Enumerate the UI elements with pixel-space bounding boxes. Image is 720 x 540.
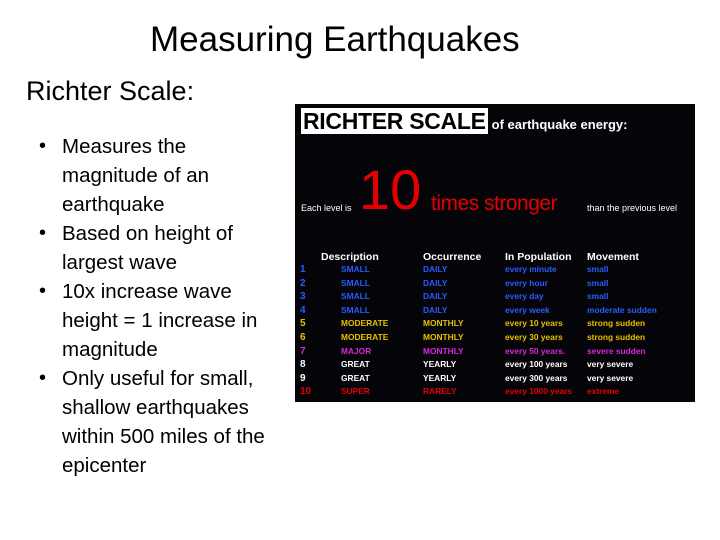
description-cell: SMALL — [341, 277, 370, 288]
richter-row — [295, 359, 695, 373]
population-cell: every 1000 years — [505, 386, 573, 397]
bullet-item — [36, 364, 266, 480]
level-number: 7 — [300, 345, 306, 357]
ten-number: 10 — [359, 158, 422, 221]
col-header-description: Description — [321, 251, 379, 263]
movement-cell: strong sudden — [587, 318, 646, 329]
bullet-text: Measures the magnitude of an earthquake — [62, 135, 210, 216]
movement-cell: very severe — [587, 372, 634, 383]
movement-cell: moderate sudden — [587, 304, 657, 315]
richter-row — [295, 318, 695, 332]
previous-level-text: than the previous level — [587, 203, 678, 213]
occurrence-cell: DAILY — [423, 264, 448, 274]
population-cell: every 10 years — [505, 318, 563, 329]
richter-heading-box: RICHTER SCALE — [303, 108, 486, 134]
population-cell: every 50 years. — [505, 345, 566, 356]
occurrence-cell: MONTHLY — [423, 332, 464, 342]
col-header-occurrence: Occurrence — [423, 251, 482, 263]
level-number: 4 — [300, 304, 306, 316]
movement-cell: severe sudden — [587, 345, 646, 356]
level-number: 2 — [300, 277, 306, 289]
movement-cell: small — [587, 277, 609, 288]
richter-row — [295, 373, 695, 387]
level-number: 3 — [300, 291, 306, 303]
population-cell: every 300 years — [505, 372, 568, 383]
bullet-list — [36, 132, 266, 480]
col-header-population: In Population — [505, 251, 572, 263]
description-cell: GREAT — [341, 359, 370, 370]
occurrence-cell: YEARLY — [423, 372, 457, 383]
description-cell: GREAT — [341, 372, 370, 383]
bullet-text: 10x increase wave height = 1 increase in magnitude — [62, 280, 258, 361]
richter-row — [295, 291, 695, 305]
occurrence-cell: MONTHLY — [423, 318, 464, 329]
slide-title: Measuring Earthquakes — [150, 20, 520, 59]
population-cell: every minute — [505, 264, 557, 274]
occurrence-cell: DAILY — [423, 291, 448, 302]
population-cell: every week — [505, 304, 550, 315]
slide-subtitle: Richter Scale: — [26, 76, 195, 106]
richter-row — [295, 305, 695, 319]
population-cell: every 100 years — [505, 359, 568, 370]
richter-row — [295, 386, 695, 400]
richter-row — [295, 278, 695, 292]
occurrence-cell: DAILY — [423, 304, 448, 315]
level-number: 8 — [300, 359, 306, 371]
movement-cell: very severe — [587, 359, 634, 370]
each-level-text: Each level is — [301, 203, 352, 213]
movement-cell: small — [587, 291, 609, 302]
movement-cell: small — [587, 264, 609, 274]
richter-heading-rest: of earthquake energy: — [491, 117, 628, 133]
occurrence-cell: DAILY — [423, 277, 448, 288]
richter-row — [295, 332, 695, 346]
movement-cell: strong sudden — [587, 332, 646, 342]
description-cell: SUPER — [341, 386, 370, 397]
bullet-text: Only useful for small, shallow earthquakes within 500 miles of the epicenter — [62, 367, 265, 477]
bullet-dot: • — [39, 222, 47, 244]
description-cell: SMALL — [341, 264, 370, 274]
richter-row — [295, 264, 695, 278]
description-cell: MAJOR — [341, 345, 372, 356]
level-number: 5 — [300, 318, 306, 330]
description-cell: SMALL — [341, 291, 370, 302]
bullet-dot: • — [39, 367, 47, 389]
description-cell: SMALL — [341, 304, 370, 315]
richter-scale-image — [295, 104, 695, 402]
level-number: 6 — [300, 332, 306, 343]
population-cell: every 30 years — [505, 332, 563, 342]
col-header-movement: Movement — [587, 251, 639, 263]
bullet-item — [36, 132, 266, 219]
level-number: 10 — [300, 386, 312, 398]
times-stronger-text: times stronger — [431, 192, 558, 215]
level-number: 9 — [300, 372, 306, 384]
richter-row — [295, 346, 695, 360]
occurrence-cell: RARELY — [423, 386, 457, 397]
movement-cell: extreme — [587, 386, 620, 397]
bullet-dot: • — [39, 280, 47, 302]
bullet-dot: • — [39, 135, 47, 157]
occurrence-cell: MONTHLY — [423, 345, 464, 356]
occurrence-cell: YEARLY — [423, 359, 457, 370]
bullet-text: Based on height of largest wave — [62, 222, 233, 274]
bullet-item — [36, 277, 266, 364]
description-cell: MODERATE — [341, 318, 389, 329]
population-cell: every hour — [505, 277, 548, 288]
population-cell: every day — [505, 291, 544, 302]
level-number: 1 — [300, 264, 306, 275]
richter-heading — [301, 108, 628, 134]
description-cell: MODERATE — [341, 332, 389, 342]
bullet-item — [36, 219, 266, 277]
